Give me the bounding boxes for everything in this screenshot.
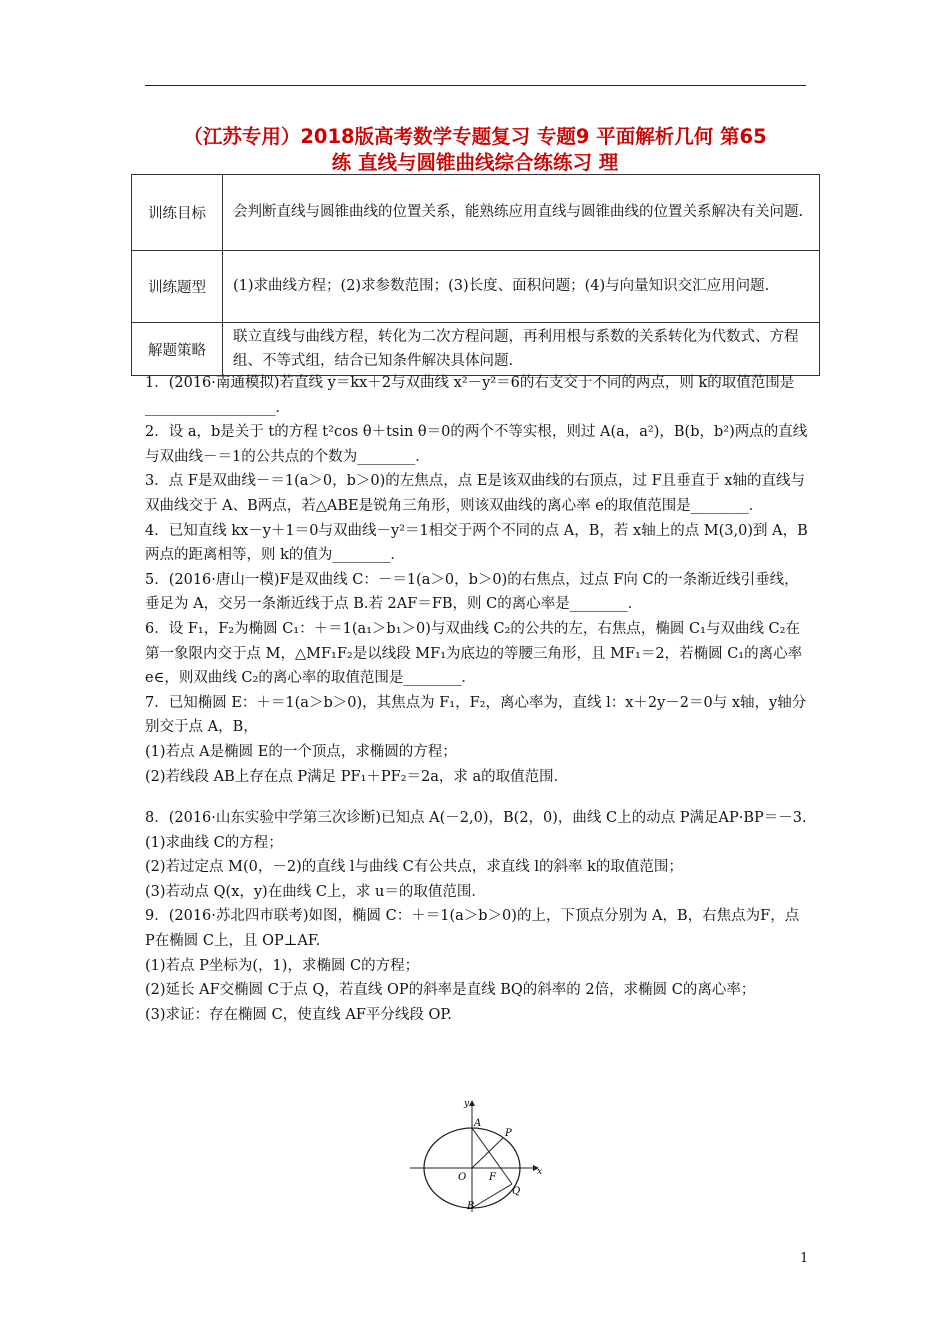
header-rule <box>145 85 806 86</box>
line-op <box>472 1138 503 1168</box>
problem-8-part-2: (2)若过定点 M(0，－2)的直线 l与曲线 C有公共点，求直线 l的斜率 k的取值范围； <box>145 859 683 876</box>
label-y: y <box>464 1099 470 1109</box>
row-content: (1)求曲线方程；(2)求参数范围；(3)长度、面积问题；(4)与向量知识交汇应用问题. <box>223 251 820 323</box>
row-label: 解题策略 <box>132 323 223 376</box>
ellipse-figure <box>410 1096 545 1214</box>
row-content: 会判断直线与圆锥曲线的位置关系，能熟练应用直线与圆锥曲线的位置关系解决有关问题. <box>223 175 820 251</box>
table-row <box>132 251 820 323</box>
page-number: 1 <box>800 1251 809 1266</box>
label-a: A <box>474 1118 482 1129</box>
problem-7-part-2: (2)若线段 AB上存在点 P满足 PF₁＋PF₂＝2a，求 a的取值范围． <box>145 768 569 785</box>
problem-8-part-3: (3)若动点 Q(x，y)在曲线 C上，求 u＝的取值范围． <box>145 883 486 900</box>
problem-9-part-1: (1)若点 P坐标为(，1)，求椭圆 C的方程； <box>145 957 420 974</box>
problem-7: 7．已知椭圆 E：＋＝1(a＞b＞0)，其焦点为 F₁，F₂，离心率为，直线 l：x＋2y－2＝0与 x轴，y轴分别交于点 A，B， <box>145 694 807 736</box>
problem-8-part-1: (1)求曲线 C的方程； <box>145 834 283 851</box>
label-f: F <box>489 1172 496 1183</box>
title-line-2: 练 直线与圆锥曲线综合练练习 理 <box>331 151 619 174</box>
problem-9-part-2: (2)延长 AF交椭圆 C于点 Q，若直线 OP的斜率是直线 BQ的斜率的 2倍，求椭圆 C的离心率； <box>145 982 756 999</box>
label-o: O <box>458 1172 467 1183</box>
problem-9-part-3: (3)求证：存在椭圆 C，使直线 AF平分线段 OP. <box>145 1006 452 1023</box>
problem-8: 8．(2016·山东实验中学第三次诊断)已知点 A(－2,0)，B(2，0)，曲线 C上的动点 P满足AP·BP＝－3. <box>145 810 807 827</box>
label-b: B <box>467 1201 475 1212</box>
label-x: x <box>537 1167 543 1177</box>
row-content: 联立直线与曲线方程，转化为二次方程问题，再利用根与系数的关系转化为代数式、方程组、不等式组，结合已知条件解决具体问题. <box>223 323 820 376</box>
problem-6: 6．设 F₁，F₂为椭圆 C₁：＋＝1(a₁＞b₁＞0)与双曲线 C₂的公共的左，右焦点，椭圆 C₁与双曲线 C₂在第一象限内交于点 M，△MF₁F₂是以线段 MF₁为底边的等腰三角形，且 MF₁＝2，若椭圆 C₁的离心率 e∈，则双曲线 C₂的离心率的取值范围是________． <box>145 620 803 687</box>
problem-3: 3．点 F是双曲线－＝1(a＞0，b＞0)的左焦点，点 E是该双曲线的右顶点，过 F且垂直于 x轴的直线与双曲线交于 A、B两点，若△ABE是锐角三角形，则该双曲线的离心率 e的取值范围是________． <box>145 473 805 514</box>
training-goals-table <box>131 174 820 376</box>
problem-7-part-1: (1)若点 A是椭圆 E的一个顶点，求椭圆的方程； <box>145 743 457 760</box>
problem-5: 5．(2016·唐山一模)F是双曲线 C：－＝1(a＞0，b＞0)的右焦点，过点 F向 C的一条渐近线引垂线，垂足为 A，交另一条渐近线于点 B.若 2AF＝FB，则 C的离心率是________． <box>145 571 799 613</box>
label-p: P <box>505 1128 512 1139</box>
table-row <box>132 175 820 251</box>
label-q: Q <box>512 1186 521 1197</box>
row-label: 训练题型 <box>132 251 223 323</box>
row-label: 训练目标 <box>132 175 223 251</box>
problem-4: 4．已知直线 kx－y＋1＝0与双曲线－y²＝1相交于两个不同的点 A，B，若 x轴上的点 M(3,0)到 A，B两点的距离相等，则 k的值为________． <box>145 522 808 564</box>
spacer <box>145 789 810 806</box>
title-line-1: （江苏专用）2018版高考数学专题复习 专题9 平面解析几何 第65 <box>183 125 767 148</box>
problem-1: 1．(2016·南通模拟)若直线 y＝kx＋2与双曲线 x²－y²＝6的右支交于不同的两点，则 k的取值范围是__________________． <box>145 375 795 416</box>
problem-2: 2．设 a，b是关于 t的方程 t²cos θ＋tsin θ＝0的两个不等实根，则过 A(a，a²)，B(b，b²)两点的直线与双曲线－＝1的公共点的个数为________． <box>145 424 808 465</box>
document-title <box>140 124 810 176</box>
table-row <box>132 323 820 376</box>
problem-9: 9．(2016·苏北四市联考)如图，椭圆 C：＋＝1(a＞b＞0)的上，下顶点分别为 A，B，右焦点为F，点 P在椭圆 C上，且 OP⊥AF. <box>145 908 800 950</box>
problem-list <box>145 371 810 1027</box>
